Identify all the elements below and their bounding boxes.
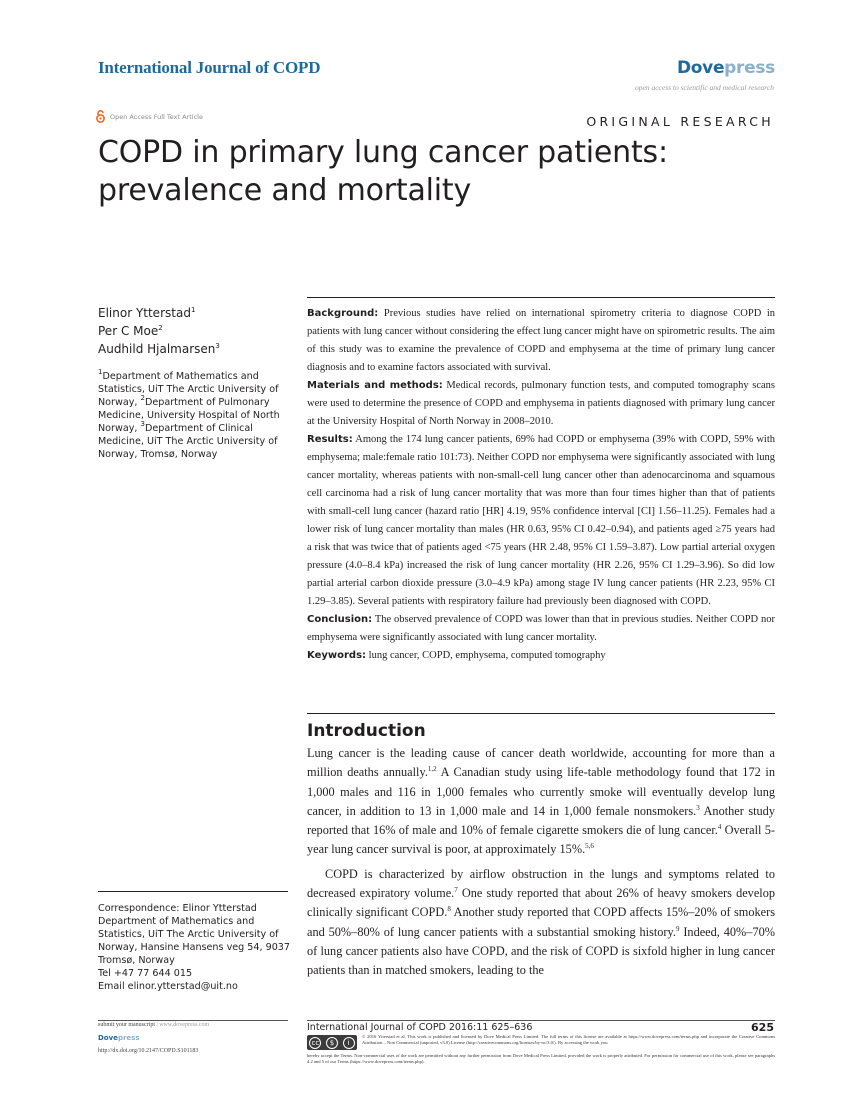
abstract-results: Results: Among the 174 lung cancer patients, 69% had COPD or emphysema (39% with COPD, 59% with emphysema; male:female ratio 101:73). Neither COPD nor emphysema were significantly associated with lung cancer mortality, whereas patients with non-small-cell lung cancer other than adenocarcinoma and squamous cell carcinoma had a risk of lung cancer mortality that was more than four times higher than that of patients with small-cell lung cancer (hazard ratio [HR] 4.19, 95% confidence interval [CI] 1.56–11.25). Females had a lower risk of lung cancer mortality than males (HR 0.63, 95% CI 0.42–0.94), and patients aged ≥75 years had a risk that was twice that of patients aged <75 years (HR 2.48, 95% CI 1.59–3.87). Low partial arterial oxygen pressure (4.0–8.4 kPa) increased the risk of lung cancer mortality (HR 2.26, 95% CI 1.29–3.96). So did low partial arterial carbon dioxide pressure (3.0–4.9 kPa) among stage IV lung cancer patients (HR 2.23, 95% CI 1.29–3.85). Several patients with respiratory failure had previously been diagnosed with COPD. xyxy=(307,434,775,607)
correspondence-phone: Tel +47 77 644 015 xyxy=(98,968,193,979)
correspondence-address: Department of Mathematics and Statistics, UiT The Arctic University of Norway, Hansine Hansens veg 54, 9037 Tromsø, Norway xyxy=(98,916,291,966)
citation: International Journal of COPD 2016:11 625–636 xyxy=(307,1022,533,1033)
author-list xyxy=(98,304,220,358)
section-heading: Introduction xyxy=(307,721,426,741)
journal-title: International Journal of COPD xyxy=(98,58,321,77)
publisher-tagline: open access to scientific and medical research xyxy=(635,83,774,92)
abstract-methods: Materials and methods: Medical records, pulmonary function tests, and computed tomography scans were used to determine the presence of COPD and emphysema in patients diagnosed with primary lung cancer at the University Hospital of North Norway in 2008–2010. xyxy=(307,380,775,427)
footer-rule-right xyxy=(307,1020,775,1021)
open-access-icon xyxy=(96,110,105,123)
article-title: COPD in primary lung cancer patients: prevalence and mortality xyxy=(98,135,668,208)
footer-publisher-logo: Dovepress xyxy=(98,1034,140,1042)
doi-link[interactable]: http://dx.doi.org/10.2147/COPD.S101183 xyxy=(98,1048,199,1054)
article-type: ORIGINAL RESEARCH xyxy=(586,114,774,129)
paragraph: COPD is characterized by airflow obstruction in the lungs and symptoms related to decreased expiratory volume.$^7$ One study reported that about 26% of heavy smokers develop clinically significant COPD.$^8$ Another study reported that COPD affects 15%–20% of smokers and 50%–80% of lung cancer patients with a substantial smoking history.$^9$ Indeed, 40%–70% of lung cancer patients also have COPD, and the risk of COPD is sixfold higher in lung cancer patients than in matched smokers, leading to the xyxy=(307,866,775,978)
correspondence-name: Correspondence: Elinor Ytterstad xyxy=(98,903,257,914)
creative-commons-icon[interactable]: cc $ i xyxy=(307,1035,357,1050)
footer-rule-left xyxy=(98,1020,288,1021)
license-text: © 2016 Ytterstad et al. This work is published and licensed by Dove Medical Press Limited. The full terms of this license are available at https://www.dovepress.com/terms.php and incorporate the Creative Commons Attribution – Non Commercial (unported, v3.0) License (http://creativecommons.org/licenses/by-nc/3.0/). By accessing the work you xyxy=(362,1034,775,1046)
abstract-bottom-rule xyxy=(307,713,775,714)
abstract-top-rule xyxy=(307,297,775,298)
open-access-label xyxy=(96,110,203,123)
abstract xyxy=(307,305,775,665)
correspondence-rule xyxy=(98,891,288,892)
abstract-keywords: Keywords: lung cancer, COPD, emphysema, computed tomography xyxy=(307,650,606,661)
submit-manuscript-link[interactable]: submit your manuscript | www.dovepress.com xyxy=(98,1022,210,1028)
correspondence xyxy=(98,902,294,993)
paragraph: Lung cancer is the leading cause of cancer death worldwide, accounting for more than a million deaths annually.$^{1,2}$ A Canadian study using life-table methodology found that 172 in 1,000 males and 116 in 1,000 females who currently smoke will eventually develop lung cancer, in addition to 13 in 1,000 male and 14 in 1,000 female nonsmokers.$^3$ Another study reported that 16% of male and 10% of female cigarette smokers die of lung cancer.$^4$ Overall 5-year lung cancer survival is poor, at approximately 15%.$^{5,6}$ xyxy=(307,746,775,857)
author-name: Audhild Hjalmarsen$^3$ xyxy=(98,342,220,356)
publisher-logo: Dovepress xyxy=(676,58,775,78)
correspondence-email[interactable]: Email elinor.ytterstad@uit.no xyxy=(98,981,238,992)
abstract-conclusion: Conclusion: The observed prevalence of COPD was lower than that in previous studies. Neither COPD nor emphysema were significantly associated with lung cancer mortality. xyxy=(307,614,775,643)
author-name: Elinor Ytterstad$^1$ xyxy=(98,306,196,320)
open-access-text: Open Access Full Text Article xyxy=(110,112,203,121)
author-name: Per C Moe$^2$ xyxy=(98,324,163,338)
introduction-body xyxy=(307,744,775,981)
abstract-background: Background: Previous studies have relied on international spirometry criteria to diagnose COPD in patients with lung cancer without considering the effect lung cancer might have on spirometric results. The aim of this study was to examine the prevalence of COPD and emphysema at the time of primary lung cancer diagnosis and to examine factors associated with survival. xyxy=(307,308,775,373)
license-text-continued: hereby accept the Terms. Non-commercial uses of the work are permitted without any further permission from Dove Medical Press Limited, provided the work is properly attributed. For permission for commercial use of this work, please see paragraphs 4.2 and 5 of our Terms (https://www.dovepress.com/terms.php). xyxy=(307,1053,775,1065)
affiliations: $^1$Department of Mathematics and Statistics, UiT The Arctic University of Norway, $^2$Department of Pulmonary Medicine, University Hospital of North Norway, $^3$Department of Clinical Medicine, UiT The Arctic University of Norway, Tromsø, Norway xyxy=(98,368,280,460)
page-number: 625 xyxy=(751,1021,774,1034)
